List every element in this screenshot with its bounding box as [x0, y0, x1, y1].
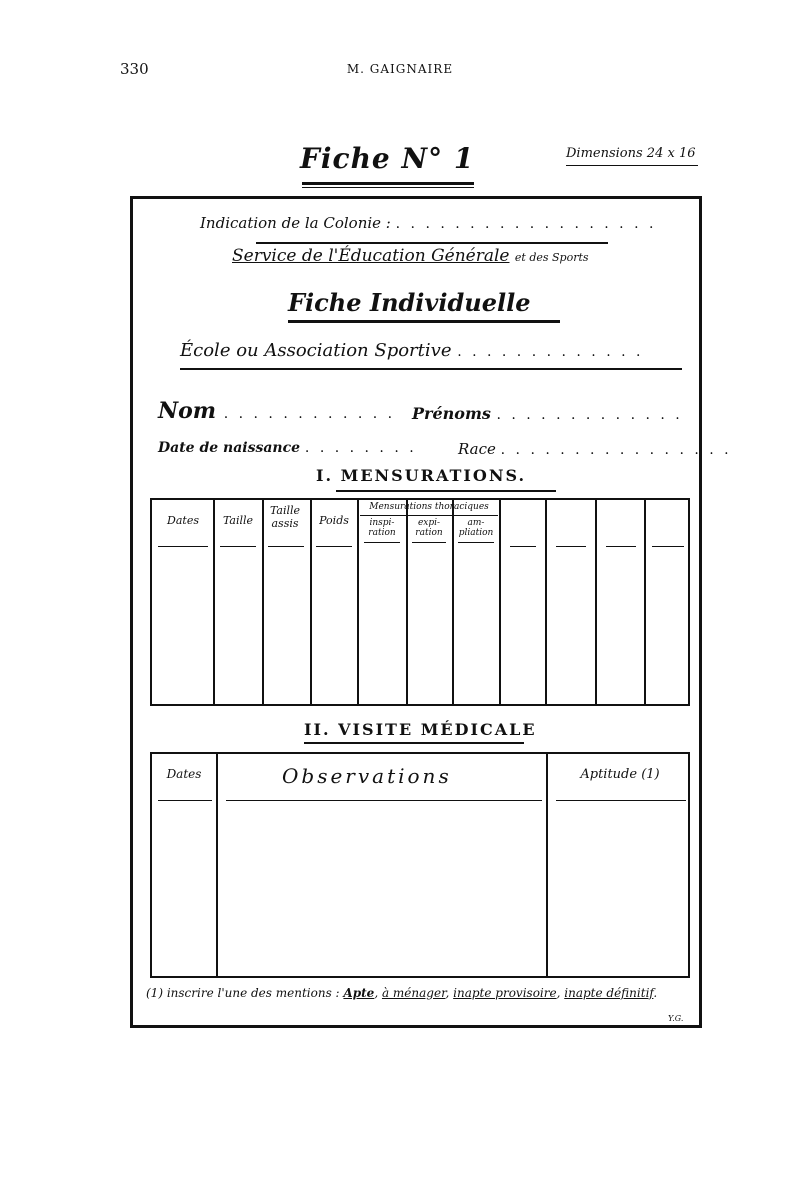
fiche-individuelle-underline — [288, 320, 560, 323]
dimensions-underline — [566, 165, 698, 166]
service-line — [232, 246, 589, 266]
race-label: Race — [458, 440, 496, 458]
table-divider — [216, 754, 218, 976]
visite-medicale-table — [150, 752, 690, 978]
visite-medicale-title: II. VISITE MÉDICALE — [304, 720, 537, 739]
fiche-title: Fiche N° 1 — [300, 142, 475, 175]
col-underline — [510, 546, 536, 547]
col-underline — [556, 800, 686, 801]
nom-line — [158, 398, 395, 424]
mensurations-underline — [336, 490, 556, 492]
mention-a-menager: à ménager — [381, 986, 446, 1000]
table-divider — [499, 500, 501, 704]
col-inspiration: inspi-ration — [368, 518, 396, 538]
service-suffix: et des Sports — [514, 251, 589, 264]
ecole-line — [180, 340, 643, 361]
table-divider — [262, 500, 264, 704]
col-poids: Poids — [319, 514, 349, 527]
service-overline — [256, 242, 608, 244]
thoracic-group-header: Mensurations thoraciques — [369, 502, 489, 512]
col-underline — [556, 546, 586, 547]
mention-inapte-definitif: inapte définitif — [564, 986, 654, 1000]
col-underline — [412, 542, 446, 543]
dimensions-note: Dimensions 24 x 16 — [566, 146, 696, 161]
naissance-line — [158, 440, 417, 456]
col-expiration: expi-ration — [415, 518, 443, 538]
initials: Y.G. — [668, 1014, 684, 1023]
fiche-title-underline — [302, 182, 474, 185]
table-divider — [545, 500, 547, 704]
table-divider — [310, 500, 312, 704]
table-divider — [546, 754, 548, 976]
naissance-dots: . . . . . . . . — [304, 440, 417, 456]
col-underline — [606, 546, 636, 547]
naissance-label: Date de naissance — [158, 440, 301, 456]
footnote-prefix: (1) inscrire l'une des mentions : — [146, 986, 340, 1000]
colonie-label: Indication de la Colonie : — [200, 214, 391, 232]
col-underline — [316, 546, 352, 547]
service-label: Service de l'Éducation Générale — [232, 246, 510, 266]
table-divider — [644, 500, 646, 704]
col-dates: Dates — [167, 514, 199, 527]
mensurations-title: I. MENSURATIONS. — [316, 466, 527, 485]
col-underline — [458, 542, 494, 543]
visite-medicale-underline — [304, 742, 524, 744]
race-dots: . . . . . . . . . . . . . . . . — [500, 442, 732, 458]
prenoms-dots: . . . . . . . . . . . . . — [496, 407, 683, 423]
col-underline — [220, 546, 256, 547]
colonie-line — [200, 214, 656, 232]
race-line — [458, 440, 732, 458]
fiche-title-underline-thin — [302, 187, 474, 188]
col-underline — [268, 546, 304, 547]
page-number: 330 — [120, 60, 149, 78]
mensurations-table — [150, 498, 690, 706]
ecole-label: École ou Association Sportive — [180, 340, 452, 361]
prenoms-label: Prénoms — [412, 404, 491, 423]
col-taille-assis: Taille assis — [269, 504, 301, 530]
ecole-underline — [180, 368, 682, 370]
col-ampliation: am-pliation — [458, 518, 494, 538]
col-aptitude: Aptitude (1) — [580, 767, 660, 782]
table-divider — [595, 500, 597, 704]
fiche-individuelle-title: Fiche Individuelle — [288, 288, 531, 317]
col-underline — [158, 546, 208, 547]
prenoms-line — [412, 404, 683, 423]
col-dates: Dates — [166, 767, 202, 781]
table-divider — [357, 500, 359, 704]
footnote: (1) inscrire l'une des mentions : Apte, à ménager, inapte provisoire, inapte définitif. — [146, 986, 658, 1000]
col-underline — [364, 542, 400, 543]
running-head: M. GAIGNAIRE — [346, 62, 454, 76]
mention-apte: Apte — [343, 986, 375, 1000]
thoracic-group-underline — [360, 515, 498, 516]
col-underline — [652, 546, 684, 547]
col-underline — [158, 800, 212, 801]
ecole-dots: . . . . . . . . . . . . . — [457, 344, 644, 360]
col-underline — [226, 800, 542, 801]
nom-dots: . . . . . . . . . . . . — [223, 406, 396, 422]
col-observations: Observations — [282, 764, 452, 788]
colonie-dots: . . . . . . . . . . . . . . . . . . — [395, 216, 657, 232]
nom-label: Nom — [158, 398, 217, 424]
table-divider — [213, 500, 215, 704]
col-taille: Taille — [222, 514, 254, 527]
mention-inapte-provisoire: inapte provisoire — [453, 986, 557, 1000]
